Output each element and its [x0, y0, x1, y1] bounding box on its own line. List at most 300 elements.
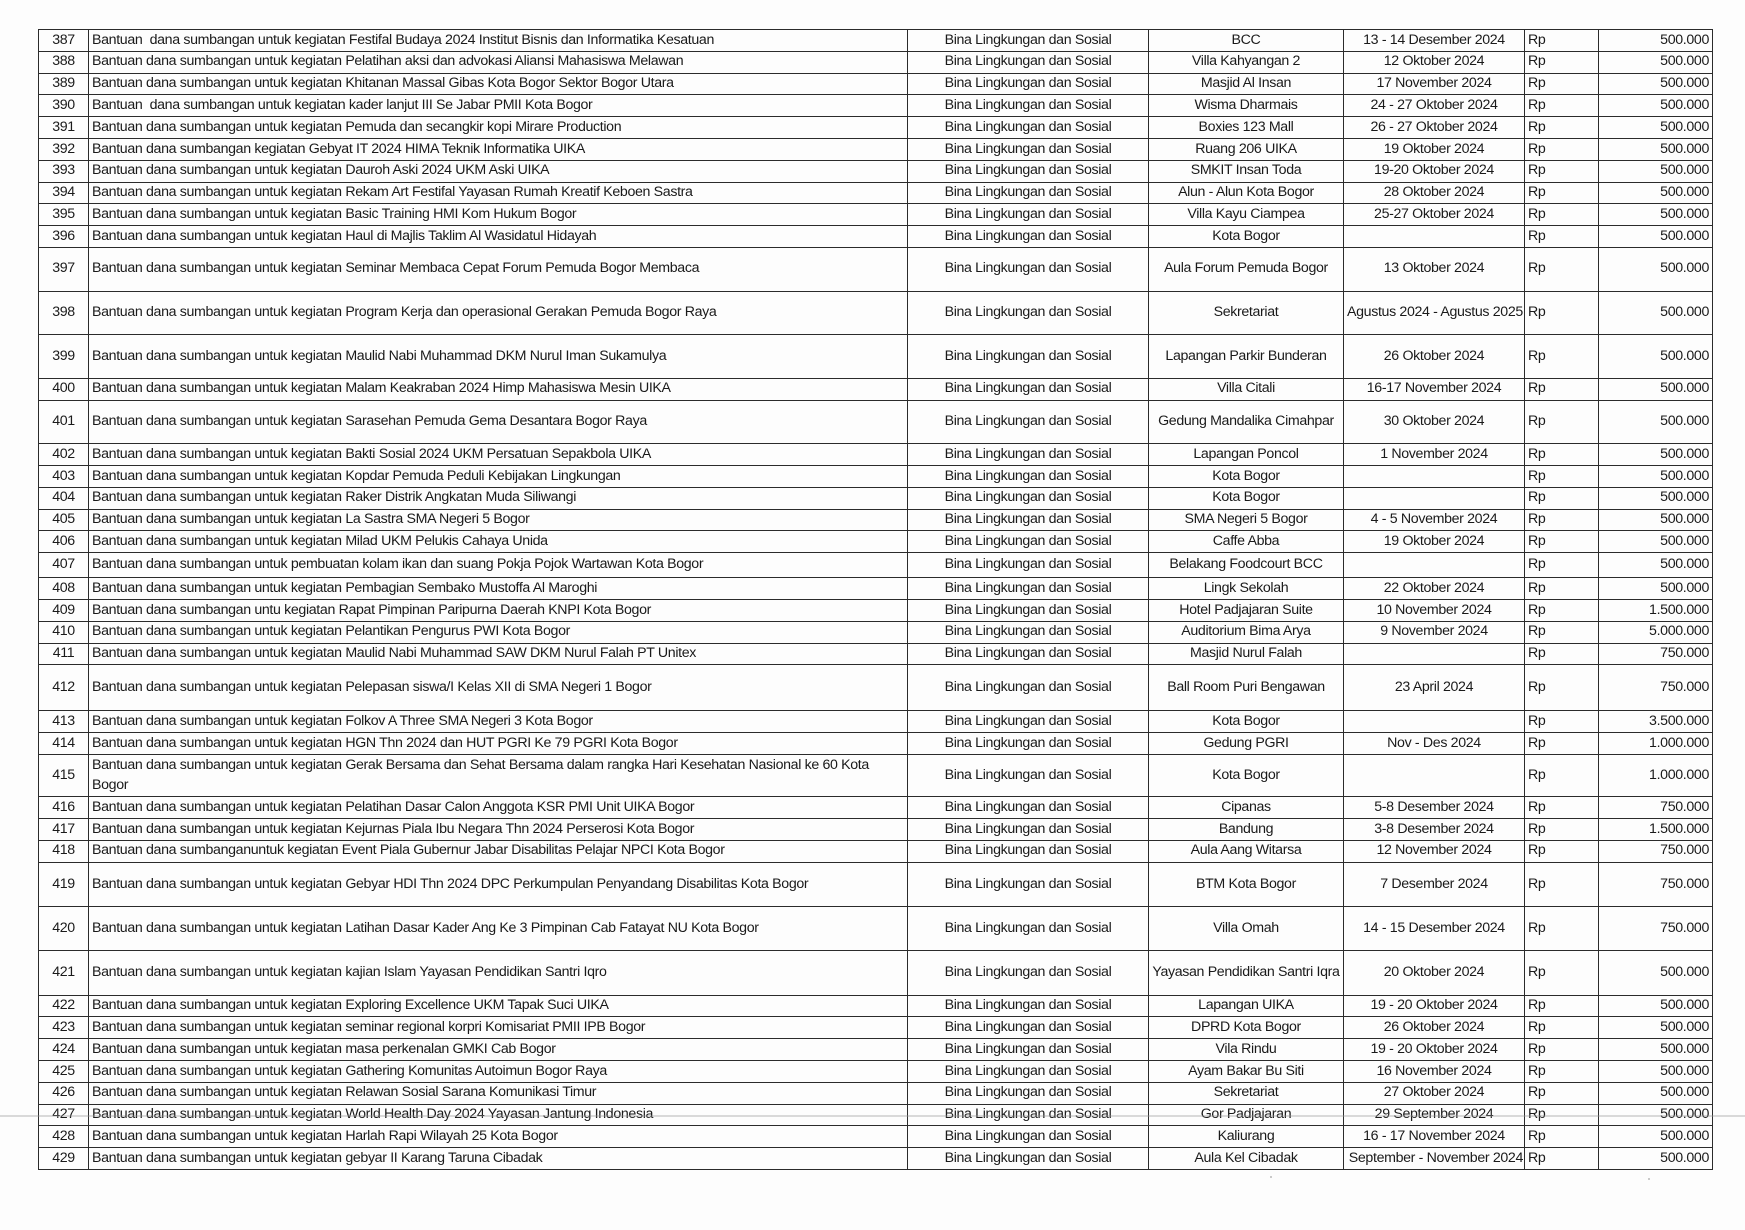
row-number: 391 [39, 117, 89, 139]
event-date [1344, 487, 1525, 509]
donation-amount: 500.000 [1599, 1061, 1713, 1083]
program-unit: Bina Lingkungan dan Sosial [908, 1061, 1149, 1083]
donation-amount: 1.000.000 [1599, 733, 1713, 755]
program-unit: Bina Lingkungan dan Sosial [908, 95, 1149, 117]
activity-description: Bantuan dana sumbangan untuk kegiatan Pelepasan siswa/I Kelas XII di SMA Negeri 1 Bogor [89, 665, 908, 711]
event-location: Sekretariat [1149, 1082, 1344, 1104]
donation-amount: 500.000 [1599, 95, 1713, 117]
donation-amount: 1.500.000 [1599, 819, 1713, 841]
table-row [39, 51, 1713, 73]
event-date: 30 Oktober 2024 [1344, 400, 1525, 444]
currency-label: Rp [1525, 400, 1599, 444]
program-unit: Bina Lingkungan dan Sosial [908, 247, 1149, 291]
donation-amount: 500.000 [1599, 204, 1713, 226]
table-row [39, 553, 1713, 578]
row-number: 413 [39, 711, 89, 733]
event-date: Agustus 2024 - Agustus 2025 [1344, 291, 1525, 335]
donation-amount: 500.000 [1599, 578, 1713, 600]
event-location: Boxies 123 Mall [1149, 117, 1344, 139]
event-date [1344, 643, 1525, 665]
table-row [39, 1126, 1713, 1148]
row-number: 388 [39, 51, 89, 73]
event-date: 3-8 Desember 2024 [1344, 819, 1525, 841]
row-number: 395 [39, 204, 89, 226]
activity-description: Bantuan dana sumbangan untuk kegiatan Exploring Excellence UKM Tapak Suci UIKA [89, 995, 908, 1017]
event-location: Aula Kel Cibadak [1149, 1148, 1344, 1170]
event-location: Gedung PGRI [1149, 733, 1344, 755]
event-date [1344, 711, 1525, 733]
event-date [1344, 226, 1525, 248]
table-row [39, 73, 1713, 95]
row-number: 425 [39, 1061, 89, 1083]
currency-label: Rp [1525, 291, 1599, 335]
event-date: 26 Oktober 2024 [1344, 1017, 1525, 1039]
activity-description: Bantuan dana sumbangan untuk kegiatan Maulid Nabi Muhammad SAW DKM Nurul Falah PT Unitex [89, 643, 908, 665]
donation-amount: 500.000 [1599, 291, 1713, 335]
currency-label: Rp [1525, 643, 1599, 665]
activity-description: Bantuan dana sumbangan untuk kegiatan Gebyar HDI Thn 2024 DPC Perkumpulan Penyandang Disabilitas Kota Bogor [89, 862, 908, 907]
event-date [1344, 553, 1525, 578]
donation-amount: 500.000 [1599, 465, 1713, 487]
activity-description: Bantuan dana sumbangan untuk kegiatan Harlah Rapi Wilayah 25 Kota Bogor [89, 1126, 908, 1148]
event-location: Villa Omah [1149, 907, 1344, 951]
activity-description: Bantuan dana sumbangan untuk kegiatan Milad UKM Pelukis Cahaya Unida [89, 531, 908, 553]
program-unit: Bina Lingkungan dan Sosial [908, 1126, 1149, 1148]
activity-description: Bantuan dana sumbangan untuk kegiatan Pelantikan Pengurus PWI Kota Bogor [89, 621, 908, 643]
activity-description: Bantuan dana sumbangan kegiatan Gebyat IT 2024 HIMA Teknik Informatika UIKA [89, 138, 908, 160]
donation-amount: 500.000 [1599, 138, 1713, 160]
table-row [39, 600, 1713, 622]
activity-description: Bantuan dana sumbangan untuk kegiatan Dauroh Aski 2024 UKM Aski UIKA [89, 160, 908, 182]
activity-description: Bantuan dana sumbangan untuk kegiatan kader lanjut III Se Jabar PMII Kota Bogor [89, 95, 908, 117]
event-location: SMA Negeri 5 Bogor [1149, 509, 1344, 531]
event-date: 10 November 2024 [1344, 600, 1525, 622]
row-number: 421 [39, 950, 89, 995]
activity-description: Bantuan dana sumbangan untuk kegiatan Sarasehan Pemuda Gema Desantara Bogor Raya [89, 400, 908, 444]
event-date: 29 September 2024 [1344, 1104, 1525, 1126]
table-row [39, 204, 1713, 226]
event-location: Hotel Padjajaran Suite [1149, 600, 1344, 622]
activity-description: Bantuan dana sumbangan untuk kegiatan masa perkenalan GMKI Cab Bogor [89, 1039, 908, 1061]
program-unit: Bina Lingkungan dan Sosial [908, 600, 1149, 622]
event-date: 20 Oktober 2024 [1344, 950, 1525, 995]
event-location: Sekretariat [1149, 291, 1344, 335]
table-row [39, 643, 1713, 665]
event-date: 14 - 15 Desember 2024 [1344, 907, 1525, 951]
activity-description: Bantuan dana sumbangan untuk kegiatan Program Kerja dan operasional Gerakan Pemuda Bogor Raya [89, 291, 908, 335]
row-number: 408 [39, 578, 89, 600]
event-location: Kota Bogor [1149, 487, 1344, 509]
donation-amount: 1.000.000 [1599, 754, 1713, 797]
currency-label: Rp [1525, 950, 1599, 995]
activity-description: Bantuan dana sumbangan untuk kegiatan gebyar II Karang Taruna Cibadak [89, 1148, 908, 1170]
activity-description: Bantuan dana sumbangan untuk kegiatan Maulid Nabi Muhammad DKM Nurul Iman Sukamulya [89, 335, 908, 379]
event-location: Ruang 206 UIKA [1149, 138, 1344, 160]
event-location: Lapangan Parkir Bunderan [1149, 335, 1344, 379]
event-location: Kota Bogor [1149, 465, 1344, 487]
table-row [39, 400, 1713, 444]
event-location: Auditorium Bima Arya [1149, 621, 1344, 643]
donation-amount: 3.500.000 [1599, 711, 1713, 733]
currency-label: Rp [1525, 226, 1599, 248]
event-location: Gedung Mandalika Cimahpar [1149, 400, 1344, 444]
activity-description: Bantuan dana sumbangan untuk kegiatan Pembagian Sembako Mustoffa Al Maroghi [89, 578, 908, 600]
row-number: 398 [39, 291, 89, 335]
donation-amount: 500.000 [1599, 487, 1713, 509]
table-row [39, 995, 1713, 1017]
donation-amount: 750.000 [1599, 862, 1713, 907]
table-row [39, 247, 1713, 291]
currency-label: Rp [1525, 247, 1599, 291]
event-date [1344, 465, 1525, 487]
activity-description: Bantuan dana sumbangan untuk kegiatan HGN Thn 2024 dan HUT PGRI Ke 79 PGRI Kota Bogor [89, 733, 908, 755]
activity-description: Bantuan dana sumbangan untuk kegiatan Basic Training HMI Kom Hukum Bogor [89, 204, 908, 226]
currency-label: Rp [1525, 819, 1599, 841]
currency-label: Rp [1525, 1017, 1599, 1039]
table-row [39, 1061, 1713, 1083]
row-number: 406 [39, 531, 89, 553]
activity-description: Bantuan dana sumbangan untuk kegiatan Kopdar Pemuda Peduli Kebijakan Lingkungan [89, 465, 908, 487]
currency-label: Rp [1525, 995, 1599, 1017]
event-location: Masjid Al Insan [1149, 73, 1344, 95]
currency-label: Rp [1525, 578, 1599, 600]
event-date: 4 - 5 November 2024 [1344, 509, 1525, 531]
program-unit: Bina Lingkungan dan Sosial [908, 1039, 1149, 1061]
program-unit: Bina Lingkungan dan Sosial [908, 487, 1149, 509]
donation-amount: 500.000 [1599, 1126, 1713, 1148]
program-unit: Bina Lingkungan dan Sosial [908, 73, 1149, 95]
program-unit: Bina Lingkungan dan Sosial [908, 643, 1149, 665]
event-date: 7 Desember 2024 [1344, 862, 1525, 907]
currency-label: Rp [1525, 51, 1599, 73]
currency-label: Rp [1525, 160, 1599, 182]
program-unit: Bina Lingkungan dan Sosial [908, 840, 1149, 862]
scan-speck [1270, 1176, 1272, 1178]
row-number: 427 [39, 1104, 89, 1126]
event-location: Cipanas [1149, 797, 1344, 819]
row-number: 422 [39, 995, 89, 1017]
activity-description: Bantuan dana sumbangan untu kegiatan Rapat Pimpinan Paripurna Daerah KNPI Kota Bogor [89, 600, 908, 622]
donation-amount: 500.000 [1599, 950, 1713, 995]
row-number: 405 [39, 509, 89, 531]
event-date [1344, 754, 1525, 797]
table-row [39, 1017, 1713, 1039]
scan-speck [1648, 1178, 1650, 1180]
table-row [39, 840, 1713, 862]
program-unit: Bina Lingkungan dan Sosial [908, 950, 1149, 995]
table-row [39, 117, 1713, 139]
table-row [39, 95, 1713, 117]
program-unit: Bina Lingkungan dan Sosial [908, 578, 1149, 600]
row-number: 415 [39, 754, 89, 797]
donation-amount: 500.000 [1599, 117, 1713, 139]
event-location: Yayasan Pendidikan Santri Iqra [1149, 950, 1344, 995]
program-unit: Bina Lingkungan dan Sosial [908, 733, 1149, 755]
donation-amount: 500.000 [1599, 247, 1713, 291]
currency-label: Rp [1525, 1104, 1599, 1126]
table-row [39, 907, 1713, 951]
activity-description: Bantuan dana sumbangan untuk kegiatan La Sastra SMA Negeri 5 Bogor [89, 509, 908, 531]
currency-label: Rp [1525, 465, 1599, 487]
currency-label: Rp [1525, 733, 1599, 755]
activity-description: Bantuan dana sumbangan untuk kegiatan kajian Islam Yayasan Pendidikan Santri Iqro [89, 950, 908, 995]
currency-label: Rp [1525, 621, 1599, 643]
row-number: 401 [39, 400, 89, 444]
event-location: Bandung [1149, 819, 1344, 841]
row-number: 404 [39, 487, 89, 509]
row-number: 414 [39, 733, 89, 755]
event-date: 16-17 November 2024 [1344, 378, 1525, 400]
activity-description: Bantuan dana sumbangan untuk kegiatan Relawan Sosial Sarana Komunikasi Timur [89, 1082, 908, 1104]
event-date: 5-8 Desember 2024 [1344, 797, 1525, 819]
donation-amount: 1.500.000 [1599, 600, 1713, 622]
program-unit: Bina Lingkungan dan Sosial [908, 51, 1149, 73]
table-row [39, 754, 1713, 797]
table-row [39, 862, 1713, 907]
event-date: 1 November 2024 [1344, 444, 1525, 466]
currency-label: Rp [1525, 1148, 1599, 1170]
program-unit: Bina Lingkungan dan Sosial [908, 531, 1149, 553]
activity-description: Bantuan dana sumbangan untuk kegiatan Bakti Sosial 2024 UKM Persatuan Sepakbola UIKA [89, 444, 908, 466]
row-number: 416 [39, 797, 89, 819]
event-date: 13 Oktober 2024 [1344, 247, 1525, 291]
row-number: 423 [39, 1017, 89, 1039]
event-location: Vila Rindu [1149, 1039, 1344, 1061]
event-location: Alun - Alun Kota Bogor [1149, 182, 1344, 204]
program-unit: Bina Lingkungan dan Sosial [908, 862, 1149, 907]
program-unit: Bina Lingkungan dan Sosial [908, 335, 1149, 379]
activity-description: Bantuan dana sumbangan untuk kegiatan Malam Keakraban 2024 Himp Mahasiswa Mesin UIKA [89, 378, 908, 400]
row-number: 396 [39, 226, 89, 248]
event-location: Wisma Dharmais [1149, 95, 1344, 117]
currency-label: Rp [1525, 204, 1599, 226]
row-number: 412 [39, 665, 89, 711]
event-date: 19 - 20 Oktober 2024 [1344, 1039, 1525, 1061]
table-row [39, 1148, 1713, 1170]
activity-description: Bantuan dana sumbangan untuk kegiatan World Health Day 2024 Yayasan Jantung Indonesia [89, 1104, 908, 1126]
table-row [39, 182, 1713, 204]
table-row [39, 378, 1713, 400]
currency-label: Rp [1525, 117, 1599, 139]
program-unit: Bina Lingkungan dan Sosial [908, 819, 1149, 841]
donation-amount: 750.000 [1599, 907, 1713, 951]
row-number: 403 [39, 465, 89, 487]
program-unit: Bina Lingkungan dan Sosial [908, 160, 1149, 182]
table-row [39, 578, 1713, 600]
row-number: 410 [39, 621, 89, 643]
donation-amount: 500.000 [1599, 51, 1713, 73]
event-date: 25-27 Oktober 2024 [1344, 204, 1525, 226]
event-location: Ayam Bakar Bu Siti [1149, 1061, 1344, 1083]
donation-table [38, 29, 1713, 1170]
program-unit: Bina Lingkungan dan Sosial [908, 226, 1149, 248]
currency-label: Rp [1525, 553, 1599, 578]
event-location: Villa Kayu Ciampea [1149, 204, 1344, 226]
activity-description: Bantuan dana sumbangan untuk kegiatan Festifal Budaya 2024 Institut Bisnis dan Informatika Kesatuan [89, 30, 908, 52]
program-unit: Bina Lingkungan dan Sosial [908, 509, 1149, 531]
donation-amount: 500.000 [1599, 995, 1713, 1017]
program-unit: Bina Lingkungan dan Sosial [908, 907, 1149, 951]
activity-description: Bantuan dana sumbangan untuk kegiatan Haul di Majlis Taklim Al Wasidatul Hidayah [89, 226, 908, 248]
event-location: Kota Bogor [1149, 711, 1344, 733]
program-unit: Bina Lingkungan dan Sosial [908, 621, 1149, 643]
activity-description: Bantuan dana sumbangan untuk kegiatan Pelatihan aksi dan advokasi Aliansi Mahasiswa Melawan [89, 51, 908, 73]
program-unit: Bina Lingkungan dan Sosial [908, 995, 1149, 1017]
row-number: 411 [39, 643, 89, 665]
donation-amount: 500.000 [1599, 1148, 1713, 1170]
event-date: Nov - Des 2024 [1344, 733, 1525, 755]
event-location: Lingk Sekolah [1149, 578, 1344, 600]
row-number: 420 [39, 907, 89, 951]
event-date: 23 April 2024 [1344, 665, 1525, 711]
row-number: 424 [39, 1039, 89, 1061]
event-date: 22 Oktober 2024 [1344, 578, 1525, 600]
event-date: 19-20 Oktober 2024 [1344, 160, 1525, 182]
currency-label: Rp [1525, 754, 1599, 797]
currency-label: Rp [1525, 138, 1599, 160]
row-number: 409 [39, 600, 89, 622]
currency-label: Rp [1525, 840, 1599, 862]
donation-amount: 500.000 [1599, 1104, 1713, 1126]
event-date: 19 - 20 Oktober 2024 [1344, 995, 1525, 1017]
table-row [39, 1104, 1713, 1126]
event-location: Villa Kahyangan 2 [1149, 51, 1344, 73]
row-number: 419 [39, 862, 89, 907]
event-location: Lapangan UIKA [1149, 995, 1344, 1017]
event-location: Belakang Foodcourt BCC [1149, 553, 1344, 578]
donation-amount: 500.000 [1599, 1017, 1713, 1039]
table-body [39, 30, 1713, 1170]
activity-description: Bantuan dana sumbanganuntuk kegiatan Event Piala Gubernur Jabar Disabilitas Pelajar NPCI Kota Bogor [89, 840, 908, 862]
currency-label: Rp [1525, 509, 1599, 531]
event-location: SMKIT Insan Toda [1149, 160, 1344, 182]
event-date: 19 Oktober 2024 [1344, 531, 1525, 553]
activity-description: Bantuan dana sumbangan untuk kegiatan Pelatihan Dasar Calon Anggota KSR PMI Unit UIKA Bogor [89, 797, 908, 819]
currency-label: Rp [1525, 531, 1599, 553]
program-unit: Bina Lingkungan dan Sosial [908, 1082, 1149, 1104]
currency-label: Rp [1525, 335, 1599, 379]
event-date: 24 - 27 Oktober 2024 [1344, 95, 1525, 117]
row-number: 390 [39, 95, 89, 117]
program-unit: Bina Lingkungan dan Sosial [908, 30, 1149, 52]
event-location: Aula Aang Witarsa [1149, 840, 1344, 862]
event-date: 17 November 2024 [1344, 73, 1525, 95]
row-number: 402 [39, 444, 89, 466]
table-row [39, 487, 1713, 509]
table-row [39, 465, 1713, 487]
donation-amount: 750.000 [1599, 665, 1713, 711]
event-location: Gor Padjajaran [1149, 1104, 1344, 1126]
event-date: 13 - 14 Desember 2024 [1344, 30, 1525, 52]
donation-amount: 500.000 [1599, 509, 1713, 531]
currency-label: Rp [1525, 1061, 1599, 1083]
event-date: 26 - 27 Oktober 2024 [1344, 117, 1525, 139]
table-row [39, 621, 1713, 643]
currency-label: Rp [1525, 378, 1599, 400]
row-number: 399 [39, 335, 89, 379]
activity-description: Bantuan dana sumbangan untuk kegiatan Gerak Bersama dan Sehat Bersama dalam rangka Hari Kesehatan Nasional ke 60 Kota Bogor [89, 754, 908, 797]
event-date: 28 Oktober 2024 [1344, 182, 1525, 204]
row-number: 426 [39, 1082, 89, 1104]
currency-label: Rp [1525, 1126, 1599, 1148]
program-unit: Bina Lingkungan dan Sosial [908, 754, 1149, 797]
event-date: 19 Oktober 2024 [1344, 138, 1525, 160]
event-location: Villa Citali [1149, 378, 1344, 400]
currency-label: Rp [1525, 182, 1599, 204]
activity-description: Bantuan dana sumbangan untuk kegiatan Kejurnas Piala Ibu Negara Thn 2024 Perserosi Kota Bogor [89, 819, 908, 841]
donation-amount: 500.000 [1599, 1039, 1713, 1061]
event-location: BTM Kota Bogor [1149, 862, 1344, 907]
row-number: 389 [39, 73, 89, 95]
table-row [39, 1039, 1713, 1061]
event-location: Aula Forum Pemuda Bogor [1149, 247, 1344, 291]
row-number: 428 [39, 1126, 89, 1148]
table-row [39, 797, 1713, 819]
program-unit: Bina Lingkungan dan Sosial [908, 1017, 1149, 1039]
currency-label: Rp [1525, 711, 1599, 733]
activity-description: Bantuan dana sumbangan untuk kegiatan Pemuda dan secangkir kopi Mirare Production [89, 117, 908, 139]
table-row [39, 733, 1713, 755]
table-row [39, 665, 1713, 711]
donation-amount: 500.000 [1599, 444, 1713, 466]
program-unit: Bina Lingkungan dan Sosial [908, 1104, 1149, 1126]
row-number: 397 [39, 247, 89, 291]
event-location: Caffe Abba [1149, 531, 1344, 553]
donation-amount: 500.000 [1599, 553, 1713, 578]
activity-description: Bantuan dana sumbangan untuk kegiatan Rekam Art Festifal Yayasan Rumah Kreatif Keboen Sastra [89, 182, 908, 204]
event-location: BCC [1149, 30, 1344, 52]
program-unit: Bina Lingkungan dan Sosial [908, 204, 1149, 226]
program-unit: Bina Lingkungan dan Sosial [908, 1148, 1149, 1170]
table-row [39, 711, 1713, 733]
table-row [39, 950, 1713, 995]
table-row [39, 291, 1713, 335]
row-number: 393 [39, 160, 89, 182]
event-date: 12 November 2024 [1344, 840, 1525, 862]
event-location: DPRD Kota Bogor [1149, 1017, 1344, 1039]
event-date: 27 Oktober 2024 [1344, 1082, 1525, 1104]
program-unit: Bina Lingkungan dan Sosial [908, 797, 1149, 819]
donation-amount: 500.000 [1599, 531, 1713, 553]
table-row [39, 1082, 1713, 1104]
program-unit: Bina Lingkungan dan Sosial [908, 444, 1149, 466]
donation-amount: 5.000.000 [1599, 621, 1713, 643]
donation-amount: 500.000 [1599, 226, 1713, 248]
currency-label: Rp [1525, 487, 1599, 509]
program-unit: Bina Lingkungan dan Sosial [908, 711, 1149, 733]
table-row [39, 138, 1713, 160]
table-row [39, 819, 1713, 841]
currency-label: Rp [1525, 600, 1599, 622]
currency-label: Rp [1525, 907, 1599, 951]
table-row [39, 531, 1713, 553]
activity-description: Bantuan dana sumbangan untuk kegiatan Khitanan Massal Gibas Kota Bogor Sektor Bogor Utara [89, 73, 908, 95]
table-row [39, 444, 1713, 466]
donation-amount: 750.000 [1599, 840, 1713, 862]
row-number: 392 [39, 138, 89, 160]
donation-amount: 500.000 [1599, 378, 1713, 400]
row-number: 400 [39, 378, 89, 400]
currency-label: Rp [1525, 30, 1599, 52]
currency-label: Rp [1525, 95, 1599, 117]
row-number: 394 [39, 182, 89, 204]
table-row [39, 226, 1713, 248]
program-unit: Bina Lingkungan dan Sosial [908, 465, 1149, 487]
program-unit: Bina Lingkungan dan Sosial [908, 117, 1149, 139]
event-date: 16 - 17 November 2024 [1344, 1126, 1525, 1148]
row-number: 387 [39, 30, 89, 52]
program-unit: Bina Lingkungan dan Sosial [908, 665, 1149, 711]
